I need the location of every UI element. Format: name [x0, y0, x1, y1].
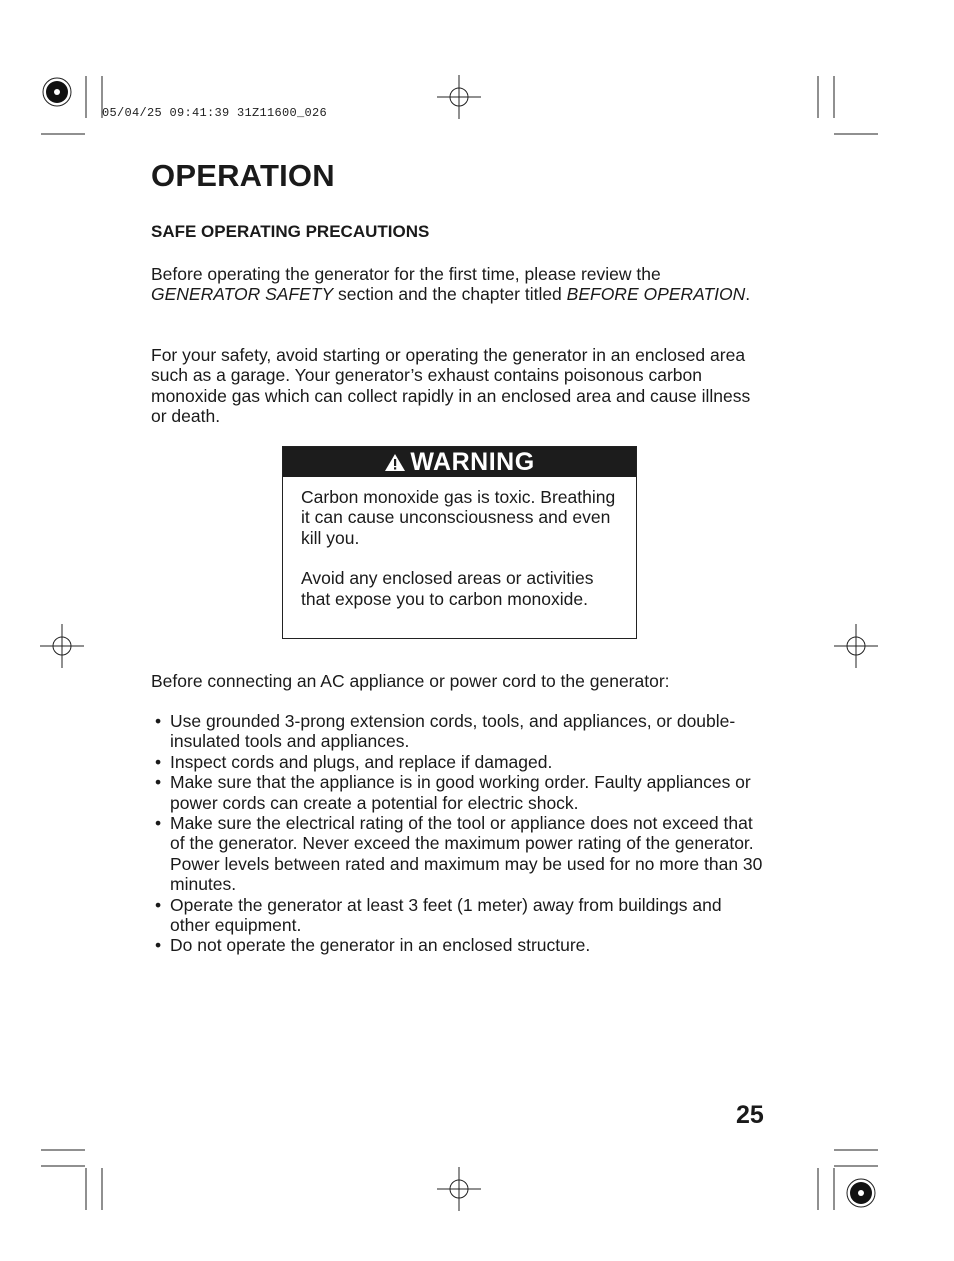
list-item-text: Inspect cords and plugs, and replace if damaged. — [170, 751, 553, 772]
list-item — [155, 813, 765, 895]
list-item-text: Do not operate the generator in an enclosed structure. — [170, 935, 591, 956]
precautions-list — [155, 711, 765, 956]
list-item-text: Make sure the electrical rating of the tool or appliance does not exceed that of the generator. Never exceed the maximum power rating of the generator. Power levels between rated and maximum may be used for no more than 30 minutes. — [170, 813, 763, 895]
list-item — [155, 935, 765, 955]
warning-triangle-icon — [384, 453, 406, 472]
intro-text-3: . — [745, 284, 751, 305]
warning-box — [282, 446, 637, 639]
list-item — [155, 772, 765, 813]
page-title: OPERATION — [151, 158, 335, 193]
list-item-text: Make sure that the appliance is in good working order. Faulty appliances or power cords can create a potential for electric shock. — [170, 772, 751, 813]
connect-intro: Before connecting an AC appliance or power cord to the generator: — [151, 671, 670, 691]
list-item — [155, 752, 765, 772]
bullet-marker: • — [155, 894, 162, 915]
generator-safety-reference: GENERATOR SAFETY — [151, 284, 334, 305]
intro-text-1: Before operating the generator for the first time, please review the — [151, 264, 661, 284]
section-heading: SAFE OPERATING PRECAUTIONS — [151, 222, 430, 241]
list-item — [155, 711, 765, 752]
warning-label: WARNING — [410, 447, 535, 476]
bullet-marker: • — [155, 751, 162, 772]
intro-paragraph — [151, 264, 751, 305]
bullet-marker: • — [155, 772, 162, 793]
print-stamp: 05/04/25 09:41:39 31Z11600_026 — [102, 106, 328, 120]
bullet-marker: • — [155, 711, 162, 731]
list-item-text: Operate the generator at least 3 feet (1 meter) away from buildings and other equipment. — [170, 894, 722, 936]
before-operation-reference: BEFORE OPERATION — [566, 284, 746, 305]
warning-paragraph-2: Avoid any enclosed areas or activities that expose you to carbon monoxide. — [301, 568, 594, 609]
warning-paragraph-1: Carbon monoxide gas is toxic. Breathing it can cause unconsciousness and even kill you. — [301, 487, 616, 548]
intro-text-2: section and the chapter titled — [333, 284, 567, 305]
page-number: 25 — [736, 1101, 764, 1129]
safety-paragraph: For your safety, avoid starting or operating the generator in an enclosed area such as a garage. Your generator’s exhaust contains poisonous carbon monoxide gas which can collect rapidly in an enclosed area and cause illness or death. — [151, 345, 751, 427]
bullet-marker: • — [155, 813, 162, 834]
bullet-marker: • — [155, 935, 162, 956]
list-item — [155, 895, 765, 936]
list-item-text: Use grounded 3-prong extension cords, tools, and appliances, or double-insulated tools and appliances. — [170, 711, 736, 752]
warning-header — [283, 447, 636, 477]
